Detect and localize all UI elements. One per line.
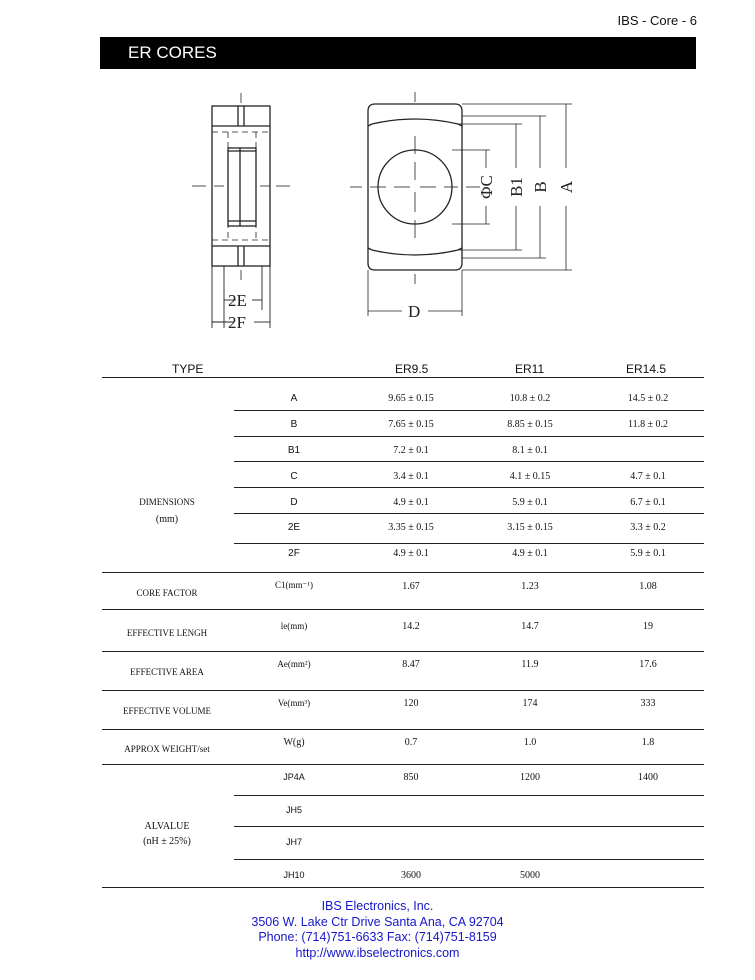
row-divider — [234, 410, 704, 411]
footer-url[interactable]: http://www.ibselectronics.com — [295, 945, 460, 960]
property-param: C1(mm⁻¹) — [275, 580, 313, 590]
table-cell: 17.6 — [639, 659, 657, 670]
table-cell: 1200 — [520, 772, 540, 783]
table-cell: 3.15 ± 0.15 — [507, 522, 553, 533]
property-label: EFFECTIVE AREA — [130, 667, 204, 677]
dimensions-label: DIMENSIONS — [139, 497, 195, 507]
dim-label-d: D — [408, 302, 421, 321]
table-cell: 14.7 — [521, 621, 539, 632]
dim-label-b: B — [531, 181, 550, 193]
table-cell: 4.7 ± 0.1 — [630, 471, 666, 482]
column-header-er14-5: ER14.5 — [626, 362, 667, 376]
table-cell: 6.7 ± 0.1 — [630, 497, 666, 508]
footer-phone: Phone: (714)751-6633 Fax: (714)751-8159 — [258, 930, 497, 944]
table-cell: 1.8 — [641, 737, 655, 748]
table-cell: 9.65 ± 0.15 — [388, 393, 434, 404]
param-2f: 2F — [288, 548, 300, 559]
dim-label-c: ΦC — [477, 175, 496, 199]
core-drawing — [190, 88, 600, 338]
table-cell: 8.85 ± 0.15 — [507, 419, 553, 430]
row-divider — [234, 795, 704, 796]
page-title: ER CORES — [100, 37, 696, 69]
table-cell: 4.1 ± 0.15 — [509, 471, 551, 482]
table-cell: 4.9 ± 0.1 — [393, 548, 429, 559]
section-divider — [102, 729, 704, 730]
header-rule — [102, 377, 704, 378]
footer-company: IBS Electronics, Inc. — [321, 899, 434, 913]
table-cell: 19 — [643, 621, 653, 632]
dimensions-unit: (mm) — [155, 514, 179, 525]
al-value-tolerance: (nH ± 25%) — [143, 836, 191, 847]
param-b: B — [290, 419, 298, 430]
table-cell: 14.5 ± 0.2 — [627, 393, 669, 404]
footer-address: 3506 W. Lake Ctr Drive Santa Ana, CA 92704 — [251, 914, 504, 929]
column-header-er9-5: ER9.5 — [395, 362, 429, 376]
param-2e: 2E — [287, 522, 301, 533]
row-divider — [234, 859, 704, 860]
section-divider — [102, 572, 704, 573]
material-jh10: JH10 — [283, 870, 305, 880]
section-divider — [102, 651, 704, 652]
table-cell: 4.9 ± 0.1 — [393, 497, 429, 508]
center-leg-circle — [378, 150, 452, 224]
table-cell: 11.9 — [521, 659, 539, 670]
param-d: D — [290, 497, 298, 508]
param-a: A — [290, 393, 298, 404]
table-cell: 8.47 — [402, 659, 420, 670]
table-cell: 3.3 ± 0.2 — [630, 522, 666, 533]
table-cell: 120 — [403, 698, 419, 709]
table-cell: 7.65 ± 0.15 — [388, 419, 434, 430]
property-param: W(g) — [283, 737, 305, 748]
table-cell: 11.8 ± 0.2 — [627, 419, 669, 430]
section-divider — [102, 609, 704, 610]
param-b1: B1 — [287, 445, 301, 456]
table-cell: 4.9 ± 0.1 — [512, 548, 548, 559]
property-param: Ae(mm²) — [277, 659, 311, 669]
property-param: le(mm) — [280, 621, 308, 631]
section-divider — [102, 690, 704, 691]
material-jh7: JH7 — [285, 837, 302, 847]
material-jp4a: JP4A — [283, 772, 305, 782]
table-cell: 1400 — [638, 772, 658, 783]
table-cell: 1.08 — [639, 581, 657, 592]
dim-label-2f: 2F — [228, 313, 246, 332]
al-value-label: ALVALUE — [144, 821, 190, 832]
property-label: CORE FACTOR — [136, 588, 198, 598]
table-cell: 333 — [640, 698, 656, 709]
table-cell: 5.9 ± 0.1 — [630, 548, 666, 559]
table-cell: 174 — [522, 698, 538, 709]
row-divider — [234, 461, 704, 462]
property-label: EFFECTIVE LENGH — [126, 628, 208, 638]
table-cell: 3.35 ± 0.15 — [388, 522, 434, 533]
row-divider — [234, 826, 704, 827]
row-divider — [234, 513, 704, 514]
table-cell: 14.2 — [402, 621, 420, 632]
property-param: Ve(mm³) — [277, 698, 311, 708]
dim-label-b1: B1 — [507, 177, 526, 197]
table-cell: 8.1 ± 0.1 — [512, 445, 548, 456]
param-c: C — [290, 471, 298, 482]
row-divider — [234, 543, 704, 544]
table-cell: 5.9 ± 0.1 — [512, 497, 548, 508]
material-jh5: JH5 — [285, 805, 302, 815]
column-header-er11: ER11 — [515, 362, 545, 376]
table-cell: 1.0 — [523, 737, 537, 748]
table-cell: 7.2 ± 0.1 — [393, 445, 429, 456]
property-label: APPROX WEIGHT/set — [124, 744, 210, 754]
table-cell: 3.4 ± 0.1 — [393, 471, 429, 482]
footer — [0, 899, 755, 961]
row-divider — [234, 436, 704, 437]
dim-label-a: A — [557, 180, 576, 194]
section-divider — [102, 764, 704, 765]
page-reference: IBS - Core - 6 — [617, 13, 697, 28]
table-cell: 1.67 — [402, 581, 420, 592]
table-cell: 0.7 — [404, 737, 418, 748]
table-cell: 850 — [403, 772, 419, 783]
property-label: EFFECTIVE VOLUME — [122, 706, 212, 716]
table-cell: 3600 — [401, 870, 421, 881]
type-header: TYPE — [172, 362, 204, 376]
table-bottom-rule — [102, 887, 704, 888]
table-cell: 10.8 ± 0.2 — [509, 393, 551, 404]
row-divider — [234, 487, 704, 488]
front-view-center-leg — [228, 148, 256, 226]
table-cell: 5000 — [520, 870, 540, 881]
table-cell: 1.23 — [521, 581, 539, 592]
dim-label-2e: 2E — [228, 291, 247, 310]
